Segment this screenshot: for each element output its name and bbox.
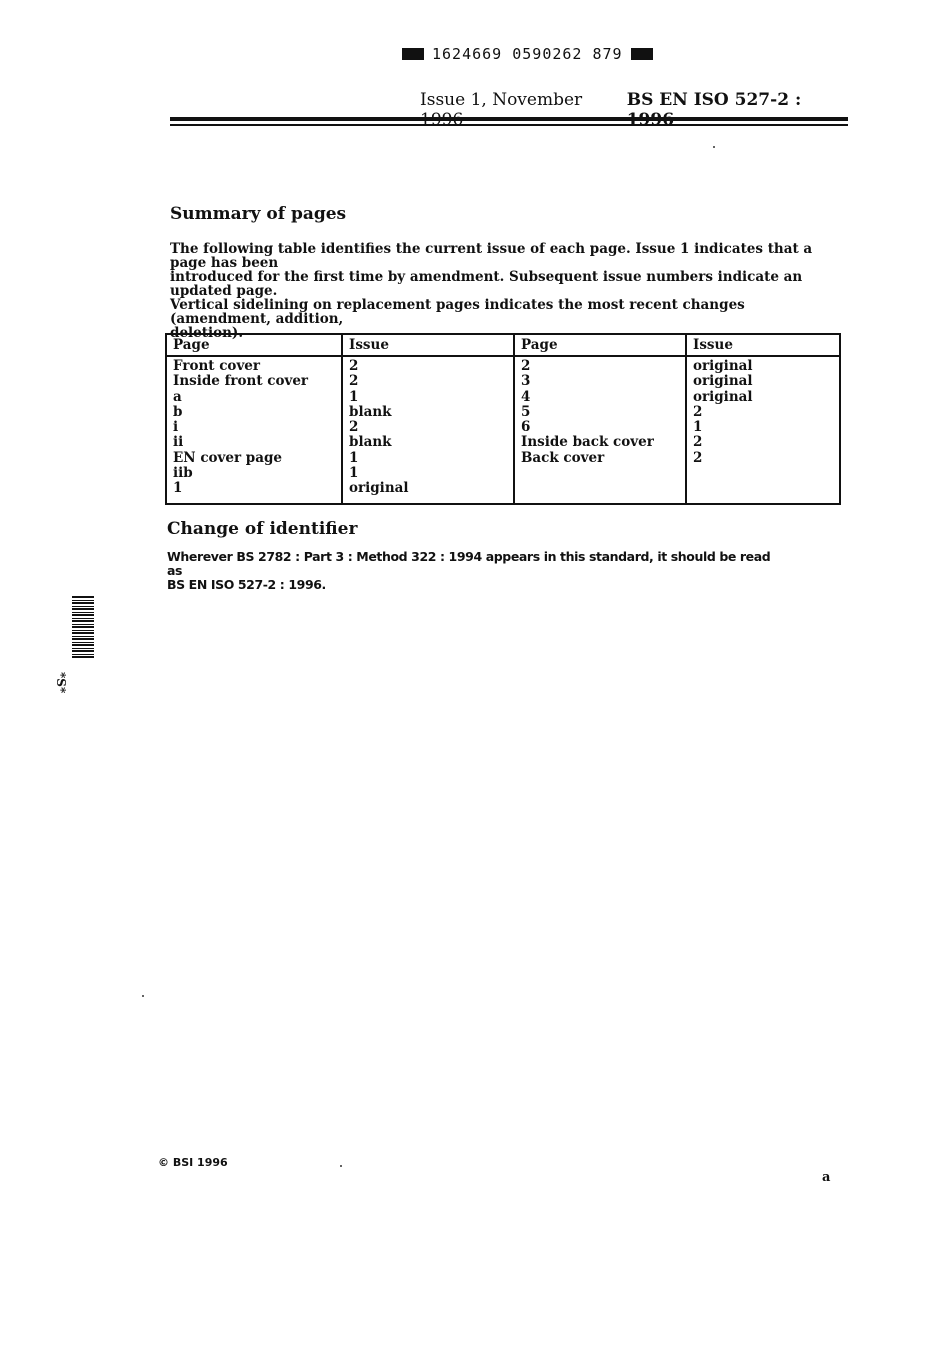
table-cell: b (173, 403, 183, 420)
side-barcode (72, 596, 94, 658)
table-cell: original (693, 358, 753, 374)
column-header-issue: Issue (342, 334, 514, 356)
table-cell: ii (173, 434, 184, 451)
table-cell: 2 (693, 434, 703, 451)
table-cell: 1 (173, 480, 183, 497)
summary-line: Vertical sidelining on replacement pages indicates the most recent changes (amendment, addition, (170, 297, 745, 327)
col-page-left (166, 356, 342, 504)
summary-paragraph (170, 242, 820, 340)
table-cell: 1 (349, 465, 359, 482)
table-cell: a (173, 388, 182, 405)
table-cell: original (693, 388, 753, 405)
table-cell: blank (349, 403, 392, 420)
table-cell: Inside front cover (173, 373, 309, 390)
scan-speck (340, 1165, 342, 1167)
issue-label: Issue 1, November (420, 90, 583, 110)
table-cell: i (173, 419, 179, 436)
table-cell: Back cover (521, 449, 605, 466)
side-code: *S* (54, 672, 68, 694)
barcode-block-left (402, 48, 424, 60)
table-cell: Inside back cover (521, 434, 654, 451)
change-paragraph (167, 550, 787, 592)
document-barcode (402, 45, 653, 63)
table-cell: 1 (349, 449, 359, 466)
table-cell: 4 (521, 388, 531, 405)
change-line: BS EN ISO 527-2 : 1996. (167, 577, 326, 592)
pages-table (165, 333, 841, 505)
header-rule-thick (170, 117, 848, 121)
header-rule-thin (170, 124, 848, 126)
scan-speck (142, 995, 144, 997)
col-issue-right (686, 356, 840, 504)
table-row (166, 356, 840, 504)
summary-line: The following table identifies the current issue of each page. Issue 1 indicates that a page has been (170, 241, 813, 271)
copyright-notice: © BSI 1996 (158, 1156, 228, 1169)
col-issue-left (342, 356, 514, 504)
column-header-issue: Issue (686, 334, 840, 356)
table-cell: EN cover page (173, 449, 283, 466)
table-cell: 2 (349, 373, 359, 390)
change-title: Change of identifier (167, 519, 358, 539)
table-header-row (166, 334, 840, 356)
table-cell: 1 (693, 419, 703, 436)
barcode-block-right (631, 48, 653, 60)
table-cell: original (349, 480, 409, 497)
scan-speck (713, 146, 715, 148)
table-cell: 2 (693, 449, 703, 466)
change-section (167, 519, 357, 539)
table-cell: 6 (521, 419, 531, 436)
col-page-right (514, 356, 686, 504)
standard-number: BS EN ISO 527-2 : (626, 90, 802, 110)
table-cell: 5 (521, 403, 531, 420)
column-header-page: Page (166, 334, 342, 356)
table-cell: blank (349, 434, 392, 451)
barcode-text: 1624669 0590262 879 (432, 45, 623, 63)
table-cell: 2 (693, 403, 703, 420)
table-cell: 2 (521, 358, 531, 374)
change-line: Wherever BS 2782 : Part 3 : Method 322 : 1994 appears in this standard, it should be read as (167, 549, 771, 578)
table-cell: Front cover (173, 358, 260, 374)
table-cell: 2 (349, 358, 359, 374)
summary-title: Summary of pages (170, 204, 347, 224)
page-number: a (822, 1170, 831, 1185)
column-header-page: Page (514, 334, 686, 356)
summary-line: deletion). (170, 325, 244, 341)
table-cell: iib (173, 465, 193, 482)
table-cell: 3 (521, 373, 531, 390)
table-cell: 2 (349, 419, 359, 436)
table-cell: original (693, 373, 753, 390)
summary-line: introduced for the first time by amendment. Subsequent issue numbers indicate an updated page. (170, 269, 803, 299)
pages-table-wrapper (165, 333, 841, 505)
summary-section (170, 204, 346, 224)
table-cell: 1 (349, 388, 359, 405)
